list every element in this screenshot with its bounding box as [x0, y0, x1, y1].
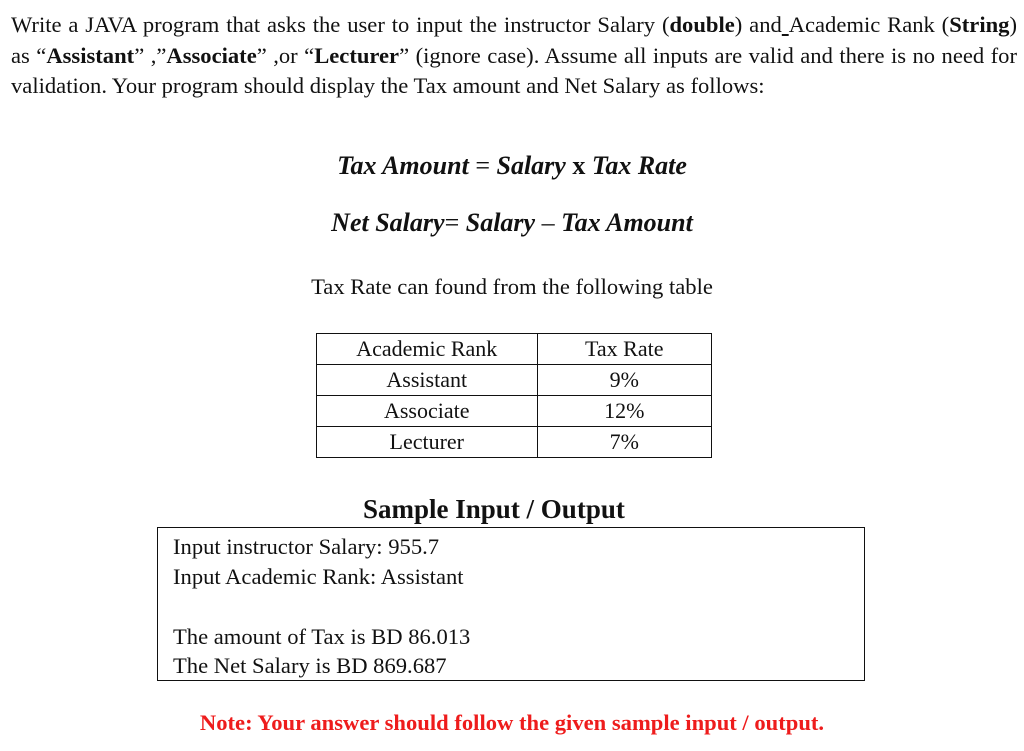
rank-cell: Associate — [317, 396, 538, 427]
table-header-row — [317, 334, 712, 365]
intro-text-1: Write a JAVA program that asks the user to input the instructor Salary ( — [11, 12, 670, 37]
note-text: Note: Your answer should follow the given sample input / output. — [199, 710, 825, 735]
rate-cell: 9% — [537, 365, 712, 396]
intro-text-3: Academic Rank ( — [788, 12, 950, 37]
underlined-space — [782, 12, 789, 37]
tax-rate-table — [316, 333, 712, 458]
formula-times: x — [572, 151, 586, 180]
intro-rank-lecturer: Lecturer — [314, 42, 400, 68]
intro-text-5: ” ,” — [134, 42, 167, 68]
intro-type-double: double — [669, 12, 735, 37]
rank-cell: Lecturer — [317, 427, 538, 458]
net-salary-formula — [0, 207, 1024, 239]
formula-tax-amount-term: Tax Amount — [561, 208, 693, 237]
rate-cell: 12% — [537, 396, 712, 427]
sample-output-net-salary: The Net Salary is BD 869.687 — [173, 653, 447, 678]
intro-text-2: ) and — [734, 12, 782, 37]
formula-salary-term: Salary — [496, 151, 566, 180]
header-academic-rank: Academic Rank — [317, 334, 538, 365]
intro-text-7: ” (ignore case). Assume all inputs are valid and there is no need for validation. Your program should display the Tax amount and Net Salary as follows: — [11, 42, 1017, 98]
formula-equals: = — [475, 151, 490, 180]
formula-tax-rate-term: Tax Rate — [591, 151, 687, 180]
tax-amount-formula — [0, 150, 1024, 182]
formula-minus: – — [541, 208, 555, 237]
problem-statement — [11, 10, 1017, 102]
intro-text-6: ” ,or “ — [256, 42, 315, 68]
formula-equals: = — [444, 208, 460, 237]
table-row — [317, 427, 712, 458]
table-row — [317, 396, 712, 427]
sample-io-title: Sample Input / Output — [363, 494, 625, 524]
intro-type-string: String — [949, 12, 1010, 37]
header-tax-rate: Tax Rate — [537, 334, 712, 365]
formula-net-salary-term: Net Salary — [331, 208, 445, 237]
formula-tax-amount-term: Tax Amount — [337, 151, 469, 180]
sample-output-tax: The amount of Tax is BD 86.013 — [173, 624, 471, 649]
sample-input-salary: Input instructor Salary: 955.7 — [173, 534, 440, 559]
rate-cell: 7% — [537, 427, 712, 458]
table-row — [317, 365, 712, 396]
rank-cell: Assistant — [317, 365, 538, 396]
intro-rank-assistant: Assistant — [46, 42, 135, 68]
table-caption: Tax Rate can found from the following table — [311, 274, 713, 299]
sample-io-box — [157, 527, 865, 681]
intro-text-4: ) as “ — [11, 12, 1018, 68]
intro-rank-associate: Associate — [166, 42, 257, 68]
sample-input-rank: Input Academic Rank: Assistant — [173, 564, 464, 589]
formula-salary-term: Salary — [465, 208, 536, 237]
